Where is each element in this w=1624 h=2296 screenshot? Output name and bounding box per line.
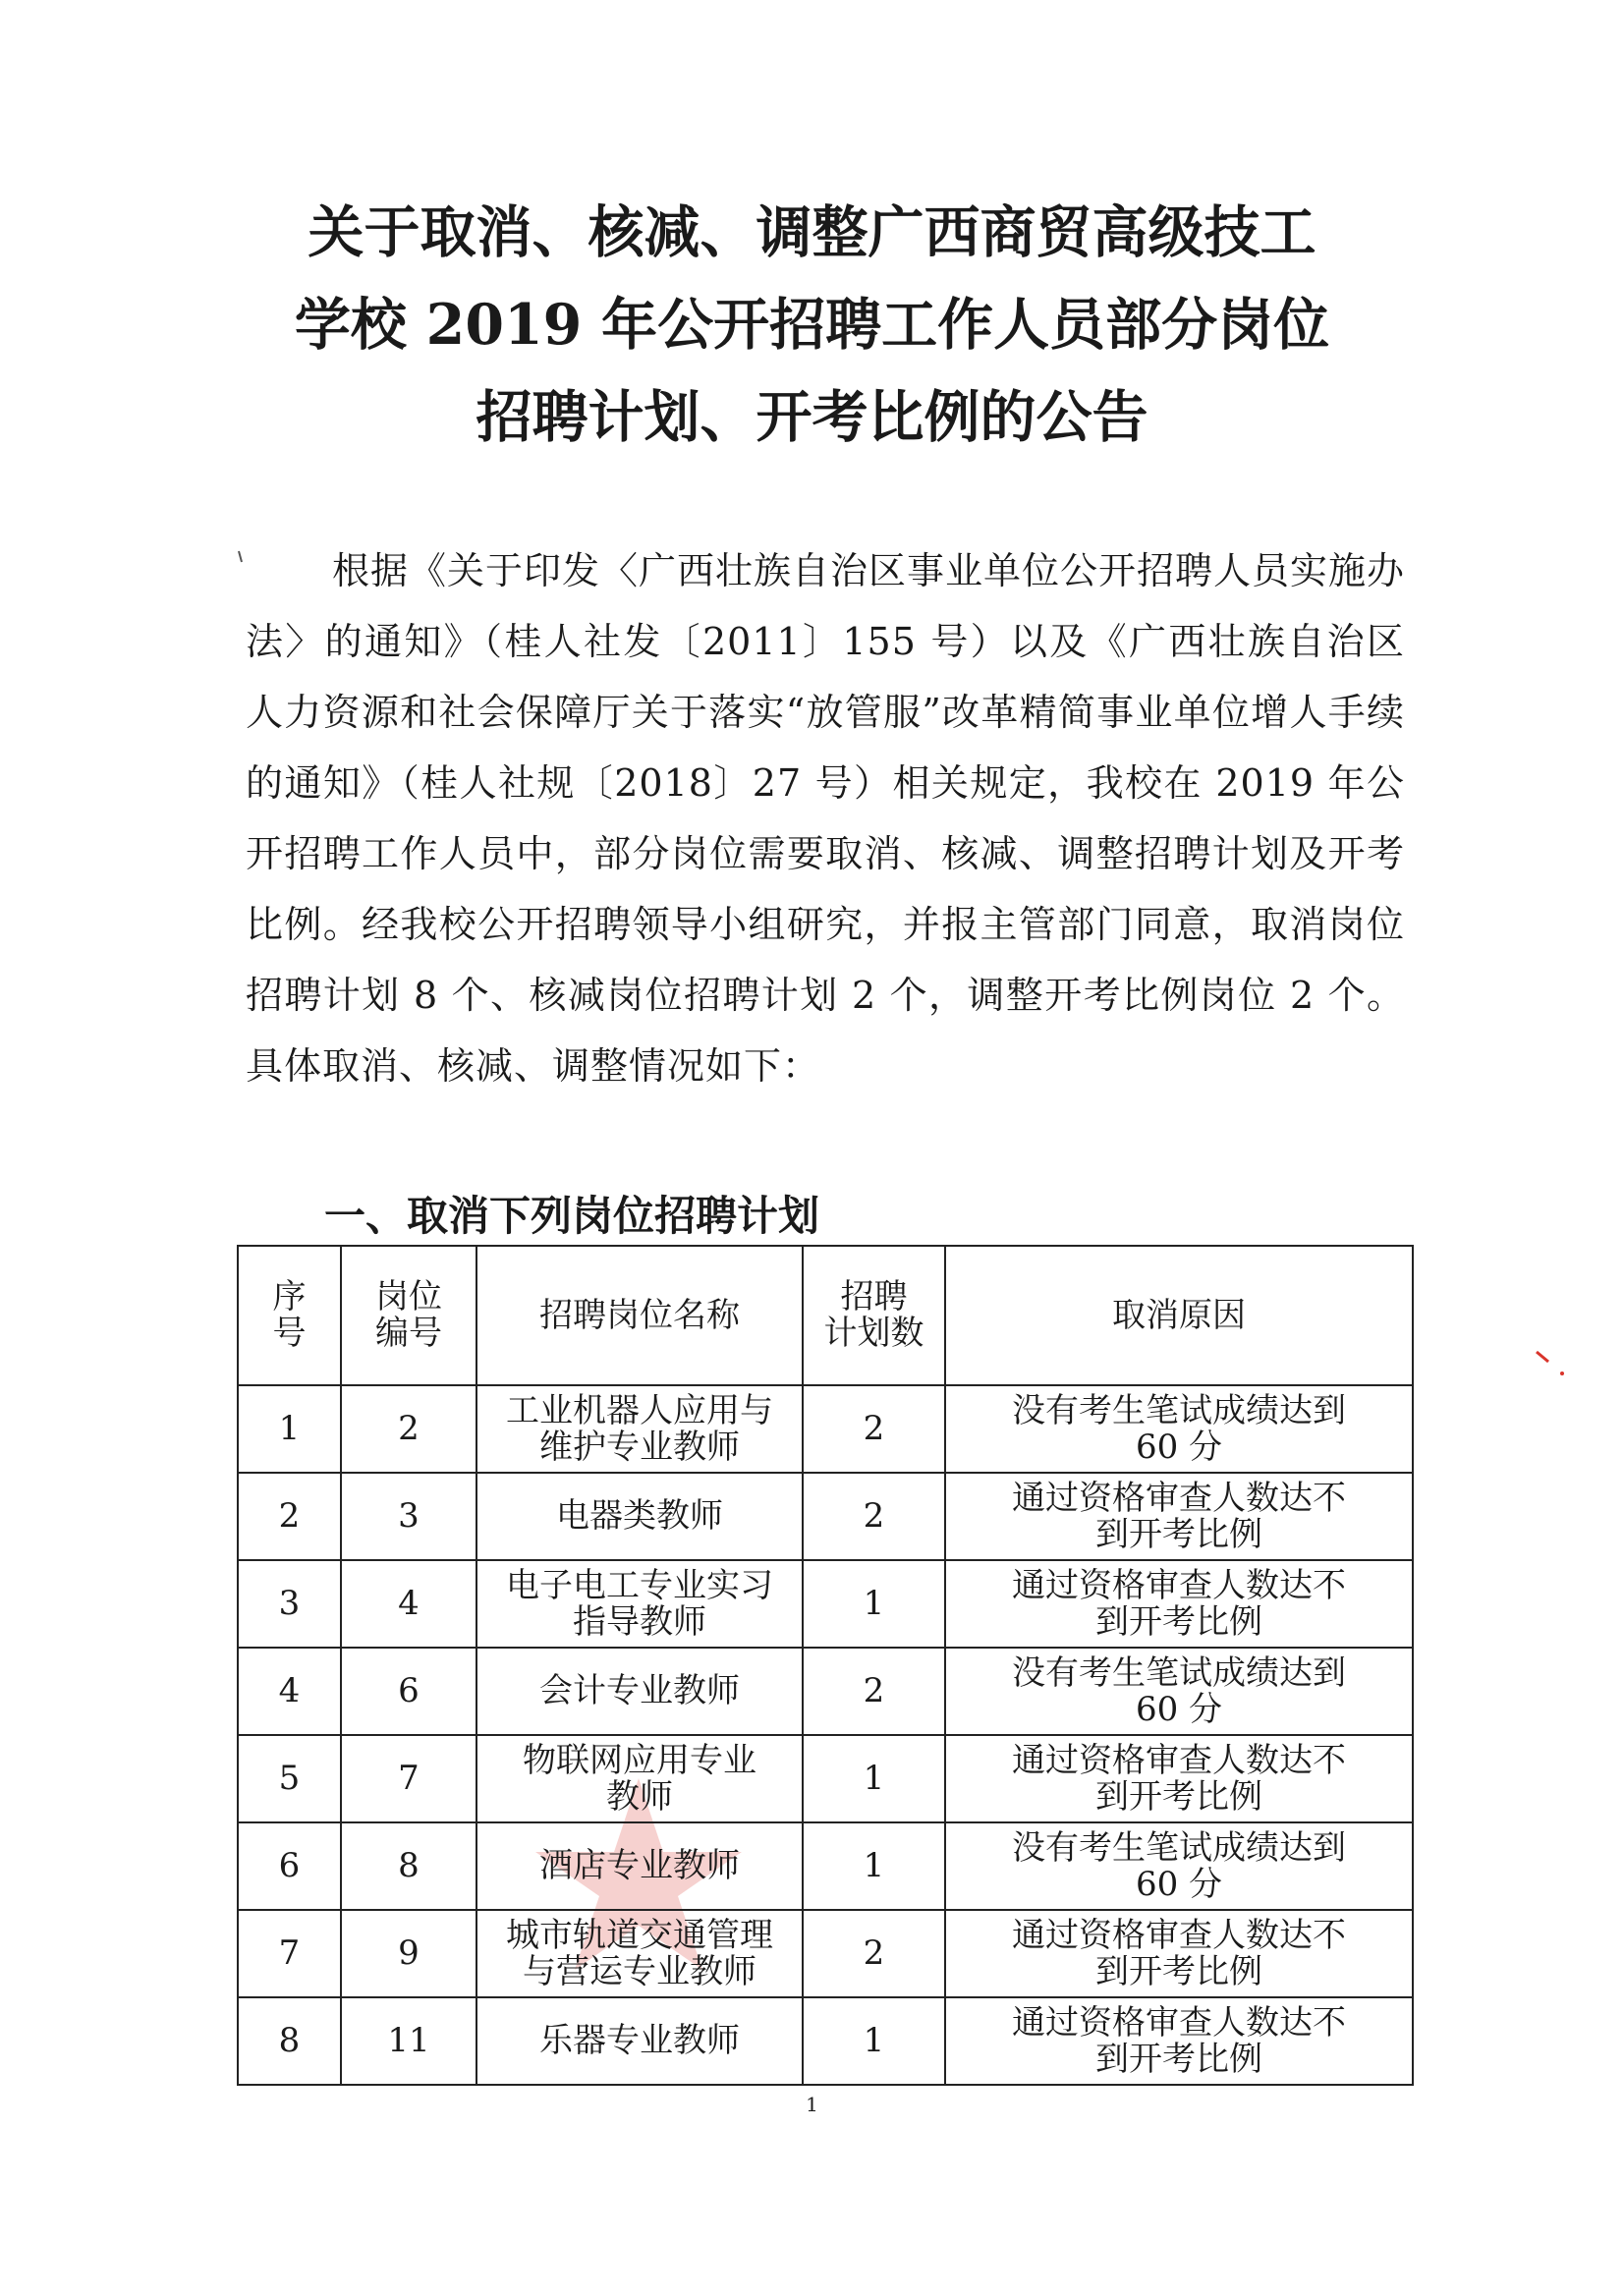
- cell-code: 9: [341, 1910, 476, 1997]
- paragraph-text: 根据《关于印发〈广西壮族自治区事业单位公开招聘人员实施办法〉的通知》（桂人社发〔2011〕155 号）以及《广西壮族自治区人力资源和社会保障厅关于落实“放管服”改革精简事业单位增人手续的通知》（桂人社规〔2018〕27 号）相关规定，我校在 2019 年公开招聘工作人员中，部分岗位需要取消、核减、调整招聘计划及开考比例。经我校公开招聘领导小组研究，并报主管部门同意，取消岗位招聘计划 8 个、核减岗位招聘计划 2 个，调整开考比例岗位 2 个。具体取消、核减、调整情况如下：: [246, 549, 1406, 1088]
- title-line-3: 招聘计划、开考比例的公告: [476, 384, 1148, 450]
- header-seq: 序 号: [238, 1246, 341, 1385]
- table-row: [238, 1735, 1413, 1822]
- cell-code: 6: [341, 1648, 476, 1735]
- cancel-plan-table: [237, 1245, 1414, 2086]
- cell-count: 2: [803, 1385, 945, 1473]
- page-number: 1: [806, 2093, 818, 2116]
- table-row: [238, 1385, 1413, 1473]
- scan-speck-dot: [236, 550, 246, 564]
- cell-reason: 没有考生笔试成绩达到 60 分: [945, 1385, 1413, 1473]
- cell-code: 3: [341, 1473, 476, 1560]
- table-row: [238, 1822, 1413, 1910]
- cell-name: 酒店专业教师: [476, 1822, 803, 1910]
- cell-reason: 通过资格审查人数达不 到开考比例: [945, 1560, 1413, 1648]
- title-line-1: 关于取消、核减、调整广西商贸高级技工: [308, 199, 1316, 265]
- table-header-row: [238, 1246, 1413, 1385]
- cell-code: 11: [341, 1997, 476, 2085]
- table-row: [238, 1473, 1413, 1560]
- cell-name: 电子电工专业实习 指导教师: [476, 1560, 803, 1648]
- cell-seq: 6: [238, 1822, 341, 1910]
- cell-count: 1: [803, 1560, 945, 1648]
- table-row: [238, 1648, 1413, 1735]
- cell-reason: 没有考生笔试成绩达到 60 分: [945, 1822, 1413, 1910]
- cell-seq: 2: [238, 1473, 341, 1560]
- cell-reason: 通过资格审查人数达不 到开考比例: [945, 1473, 1413, 1560]
- cell-seq: 1: [238, 1385, 341, 1473]
- table-row: [238, 1997, 1413, 2085]
- cell-count: 2: [803, 1473, 945, 1560]
- cell-seq: 5: [238, 1735, 341, 1822]
- cell-name: 城市轨道交通管理 与营运专业教师: [476, 1910, 803, 1997]
- title-line-2: 学校 2019 年公开招聘工作人员部分岗位: [294, 292, 1330, 358]
- cell-seq: 8: [238, 1997, 341, 2085]
- cell-name: 会计专业教师: [476, 1648, 803, 1735]
- cell-code: 2: [341, 1385, 476, 1473]
- cell-name: 物联网应用专业 教师: [476, 1735, 803, 1822]
- cell-seq: 4: [238, 1648, 341, 1735]
- cell-reason: 通过资格审查人数达不 到开考比例: [945, 1910, 1413, 1997]
- cell-name: 乐器专业教师: [476, 1997, 803, 2085]
- cell-seq: 3: [238, 1560, 341, 1648]
- cell-count: 2: [803, 1648, 945, 1735]
- cell-code: 7: [341, 1735, 476, 1822]
- cell-count: 1: [803, 1997, 945, 2085]
- cell-name: 工业机器人应用与 维护专业教师: [476, 1385, 803, 1473]
- scan-speck: [1533, 1346, 1572, 1385]
- cell-seq: 7: [238, 1910, 341, 1997]
- header-reason: 取消原因: [945, 1246, 1413, 1385]
- header-code: 岗位 编号: [341, 1246, 476, 1385]
- cell-code: 4: [341, 1560, 476, 1648]
- table-row: [238, 1910, 1413, 1997]
- cell-reason: 通过资格审查人数达不 到开考比例: [945, 1997, 1413, 2085]
- cell-reason: 没有考生笔试成绩达到 60 分: [945, 1648, 1413, 1735]
- header-count: 招聘 计划数: [803, 1246, 945, 1385]
- cell-count: 2: [803, 1910, 945, 1997]
- table-row: [238, 1560, 1413, 1648]
- document-title: [0, 187, 1624, 464]
- cell-name: 电器类教师: [476, 1473, 803, 1560]
- cell-reason: 通过资格审查人数达不 到开考比例: [945, 1735, 1413, 1822]
- cell-count: 1: [803, 1822, 945, 1910]
- header-name: 招聘岗位名称: [476, 1246, 803, 1385]
- body-paragraph: [246, 535, 1405, 1101]
- cell-count: 1: [803, 1735, 945, 1822]
- section-heading-cancel: 一、取消下列岗位招聘计划: [324, 1192, 820, 1240]
- cell-code: 8: [341, 1822, 476, 1910]
